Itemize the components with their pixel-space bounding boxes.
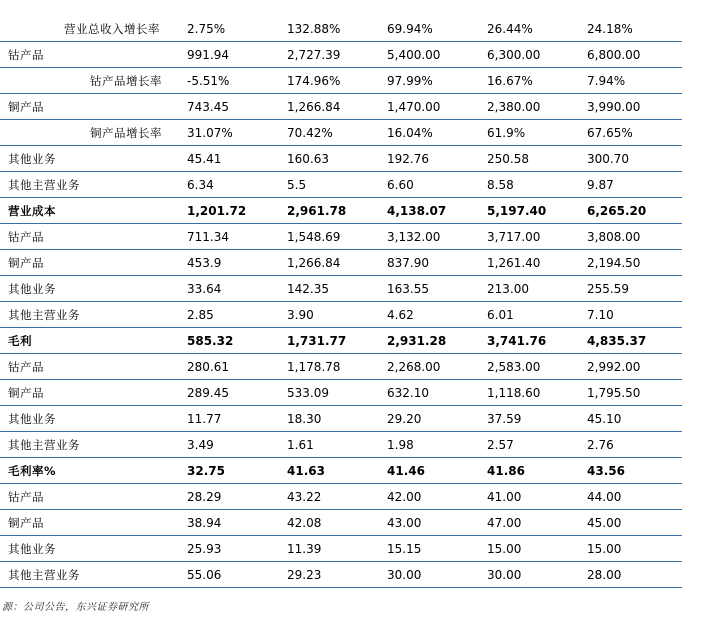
table-cell: 1,266.84 bbox=[282, 250, 382, 276]
table-cell: 632.10 bbox=[382, 380, 482, 406]
source-note: 源：公司公告，东兴证券研究所 bbox=[2, 602, 149, 613]
table-cell: 160.63 bbox=[282, 146, 382, 172]
table-cell: 41.63 bbox=[282, 458, 382, 484]
table-cell: 15.15 bbox=[382, 536, 482, 562]
table-cell: 5,400.00 bbox=[382, 42, 482, 68]
table-cell: 42.00 bbox=[382, 484, 482, 510]
row-label: 其他主营业务 bbox=[0, 432, 182, 458]
table-row bbox=[0, 94, 682, 120]
table-cell: 37.59 bbox=[482, 406, 582, 432]
table-cell: 255.59 bbox=[582, 276, 682, 302]
row-label: 其他业务 bbox=[0, 146, 182, 172]
table-cell: 3,717.00 bbox=[482, 224, 582, 250]
table-cell: 1,118.60 bbox=[482, 380, 582, 406]
table-cell: 61.9% bbox=[482, 120, 582, 146]
table-cell: 69.94% bbox=[382, 16, 482, 42]
table-cell: 280.61 bbox=[182, 354, 282, 380]
table-cell: 2,931.28 bbox=[382, 328, 482, 354]
table-row bbox=[0, 328, 682, 354]
table-cell: 3,990.00 bbox=[582, 94, 682, 120]
table-row bbox=[0, 380, 682, 406]
table-cell: 4.62 bbox=[382, 302, 482, 328]
table-cell: 174.96% bbox=[282, 68, 382, 94]
table-cell: 192.76 bbox=[382, 146, 482, 172]
table-cell: 1,266.84 bbox=[282, 94, 382, 120]
table-cell: 41.00 bbox=[482, 484, 582, 510]
table-cell: 15.00 bbox=[582, 536, 682, 562]
table-cell: 2,583.00 bbox=[482, 354, 582, 380]
row-label: 其他业务 bbox=[0, 536, 182, 562]
table-cell: 5,197.40 bbox=[482, 198, 582, 224]
table-cell: 3,808.00 bbox=[582, 224, 682, 250]
table-cell: 289.45 bbox=[182, 380, 282, 406]
table-cell: 41.86 bbox=[482, 458, 582, 484]
table-cell: 45.10 bbox=[582, 406, 682, 432]
table-row bbox=[0, 406, 682, 432]
row-label: 营业成本 bbox=[0, 198, 182, 224]
table-cell: 6,800.00 bbox=[582, 42, 682, 68]
row-label: 其他业务 bbox=[0, 276, 182, 302]
table-cell: 3,132.00 bbox=[382, 224, 482, 250]
table-cell: 15.00 bbox=[482, 536, 582, 562]
table-row bbox=[0, 354, 682, 380]
table-cell: 837.90 bbox=[382, 250, 482, 276]
table-cell: -5.51% bbox=[182, 68, 282, 94]
table-cell: 3.90 bbox=[282, 302, 382, 328]
row-label: 营业总收入增长率 bbox=[0, 16, 182, 42]
row-label: 铜产品 bbox=[0, 250, 182, 276]
table-row bbox=[0, 42, 682, 68]
row-label: 钴产品增长率 bbox=[0, 68, 182, 94]
row-label: 钴产品 bbox=[0, 354, 182, 380]
table-cell: 6.60 bbox=[382, 172, 482, 198]
table-cell: 6,265.20 bbox=[582, 198, 682, 224]
table-cell: 453.9 bbox=[182, 250, 282, 276]
table-cell: 1,795.50 bbox=[582, 380, 682, 406]
table-cell: 2.75% bbox=[182, 16, 282, 42]
table-cell: 213.00 bbox=[482, 276, 582, 302]
table-cell: 711.34 bbox=[182, 224, 282, 250]
table-row bbox=[0, 432, 682, 458]
table-cell: 43.00 bbox=[382, 510, 482, 536]
table-cell: 533.09 bbox=[282, 380, 382, 406]
table-cell: 16.67% bbox=[482, 68, 582, 94]
table-cell: 29.20 bbox=[382, 406, 482, 432]
table-cell: 5.5 bbox=[282, 172, 382, 198]
table-cell: 6.01 bbox=[482, 302, 582, 328]
table-cell: 70.42% bbox=[282, 120, 382, 146]
table-cell: 26.44% bbox=[482, 16, 582, 42]
table-cell: 43.22 bbox=[282, 484, 382, 510]
table-cell: 67.65% bbox=[582, 120, 682, 146]
table-cell: 16.04% bbox=[382, 120, 482, 146]
table-cell: 18.30 bbox=[282, 406, 382, 432]
table-cell: 45.41 bbox=[182, 146, 282, 172]
table-cell: 1,201.72 bbox=[182, 198, 282, 224]
table-row bbox=[0, 68, 682, 94]
table-cell: 1,731.77 bbox=[282, 328, 382, 354]
table-cell: 2.57 bbox=[482, 432, 582, 458]
table-cell: 142.35 bbox=[282, 276, 382, 302]
table-cell: 38.94 bbox=[182, 510, 282, 536]
table-cell: 7.94% bbox=[582, 68, 682, 94]
table-row bbox=[0, 562, 682, 588]
table-cell: 32.75 bbox=[182, 458, 282, 484]
table-cell: 97.99% bbox=[382, 68, 482, 94]
table-row bbox=[0, 536, 682, 562]
table-cell: 1,178.78 bbox=[282, 354, 382, 380]
table-cell: 1,261.40 bbox=[482, 250, 582, 276]
table-cell: 300.70 bbox=[582, 146, 682, 172]
table-cell: 2,268.00 bbox=[382, 354, 482, 380]
table-cell: 2,992.00 bbox=[582, 354, 682, 380]
table-row bbox=[0, 484, 682, 510]
row-label: 其他主营业务 bbox=[0, 172, 182, 198]
table-cell: 30.00 bbox=[382, 562, 482, 588]
table-row bbox=[0, 224, 682, 250]
table-cell: 31.07% bbox=[182, 120, 282, 146]
table-cell: 132.88% bbox=[282, 16, 382, 42]
table-cell: 2,727.39 bbox=[282, 42, 382, 68]
table-cell: 7.10 bbox=[582, 302, 682, 328]
table-cell: 1,548.69 bbox=[282, 224, 382, 250]
table-cell: 1.98 bbox=[382, 432, 482, 458]
row-label: 毛利率% bbox=[0, 458, 182, 484]
table-row bbox=[0, 302, 682, 328]
row-label: 铜产品 bbox=[0, 380, 182, 406]
table-body bbox=[0, 16, 682, 588]
table-cell: 11.39 bbox=[282, 536, 382, 562]
table-cell: 2.85 bbox=[182, 302, 282, 328]
row-label: 毛利 bbox=[0, 328, 182, 354]
table-cell: 6.34 bbox=[182, 172, 282, 198]
row-label: 其他业务 bbox=[0, 406, 182, 432]
table-cell: 43.56 bbox=[582, 458, 682, 484]
table-cell: 2,380.00 bbox=[482, 94, 582, 120]
row-label: 钴产品 bbox=[0, 224, 182, 250]
table-cell: 44.00 bbox=[582, 484, 682, 510]
table-cell: 33.64 bbox=[182, 276, 282, 302]
table-cell: 1.61 bbox=[282, 432, 382, 458]
table-cell: 25.93 bbox=[182, 536, 282, 562]
table-cell: 1,470.00 bbox=[382, 94, 482, 120]
table-row bbox=[0, 510, 682, 536]
row-label: 铜产品 bbox=[0, 94, 182, 120]
table-row bbox=[0, 250, 682, 276]
row-label: 钴产品 bbox=[0, 42, 182, 68]
table-cell: 47.00 bbox=[482, 510, 582, 536]
table-cell: 30.00 bbox=[482, 562, 582, 588]
table-cell: 55.06 bbox=[182, 562, 282, 588]
table-cell: 2,194.50 bbox=[582, 250, 682, 276]
table-cell: 42.08 bbox=[282, 510, 382, 536]
table-row bbox=[0, 172, 682, 198]
table-row bbox=[0, 276, 682, 302]
row-label: 钴产品 bbox=[0, 484, 182, 510]
table-cell: 4,835.37 bbox=[582, 328, 682, 354]
table-row bbox=[0, 120, 682, 146]
table-cell: 585.32 bbox=[182, 328, 282, 354]
table-cell: 28.00 bbox=[582, 562, 682, 588]
table-cell: 8.58 bbox=[482, 172, 582, 198]
table-row bbox=[0, 198, 682, 224]
table-row bbox=[0, 16, 682, 42]
table-cell: 6,300.00 bbox=[482, 42, 582, 68]
table-cell: 743.45 bbox=[182, 94, 282, 120]
row-label: 其他主营业务 bbox=[0, 562, 182, 588]
table-cell: 250.58 bbox=[482, 146, 582, 172]
table-cell: 991.94 bbox=[182, 42, 282, 68]
table-cell: 2.76 bbox=[582, 432, 682, 458]
table-cell: 3,741.76 bbox=[482, 328, 582, 354]
table-cell: 9.87 bbox=[582, 172, 682, 198]
table-cell: 11.77 bbox=[182, 406, 282, 432]
table-cell: 24.18% bbox=[582, 16, 682, 42]
table-cell: 2,961.78 bbox=[282, 198, 382, 224]
table-row bbox=[0, 458, 682, 484]
table-cell: 4,138.07 bbox=[382, 198, 482, 224]
table-cell: 45.00 bbox=[582, 510, 682, 536]
table-cell: 3.49 bbox=[182, 432, 282, 458]
table-cell: 41.46 bbox=[382, 458, 482, 484]
table-row bbox=[0, 146, 682, 172]
table-cell: 28.29 bbox=[182, 484, 282, 510]
row-label: 铜产品 bbox=[0, 510, 182, 536]
table-cell: 163.55 bbox=[382, 276, 482, 302]
table-cell: 29.23 bbox=[282, 562, 382, 588]
row-label: 其他主营业务 bbox=[0, 302, 182, 328]
row-label: 铜产品增长率 bbox=[0, 120, 182, 146]
financial-forecast-table bbox=[0, 16, 682, 588]
